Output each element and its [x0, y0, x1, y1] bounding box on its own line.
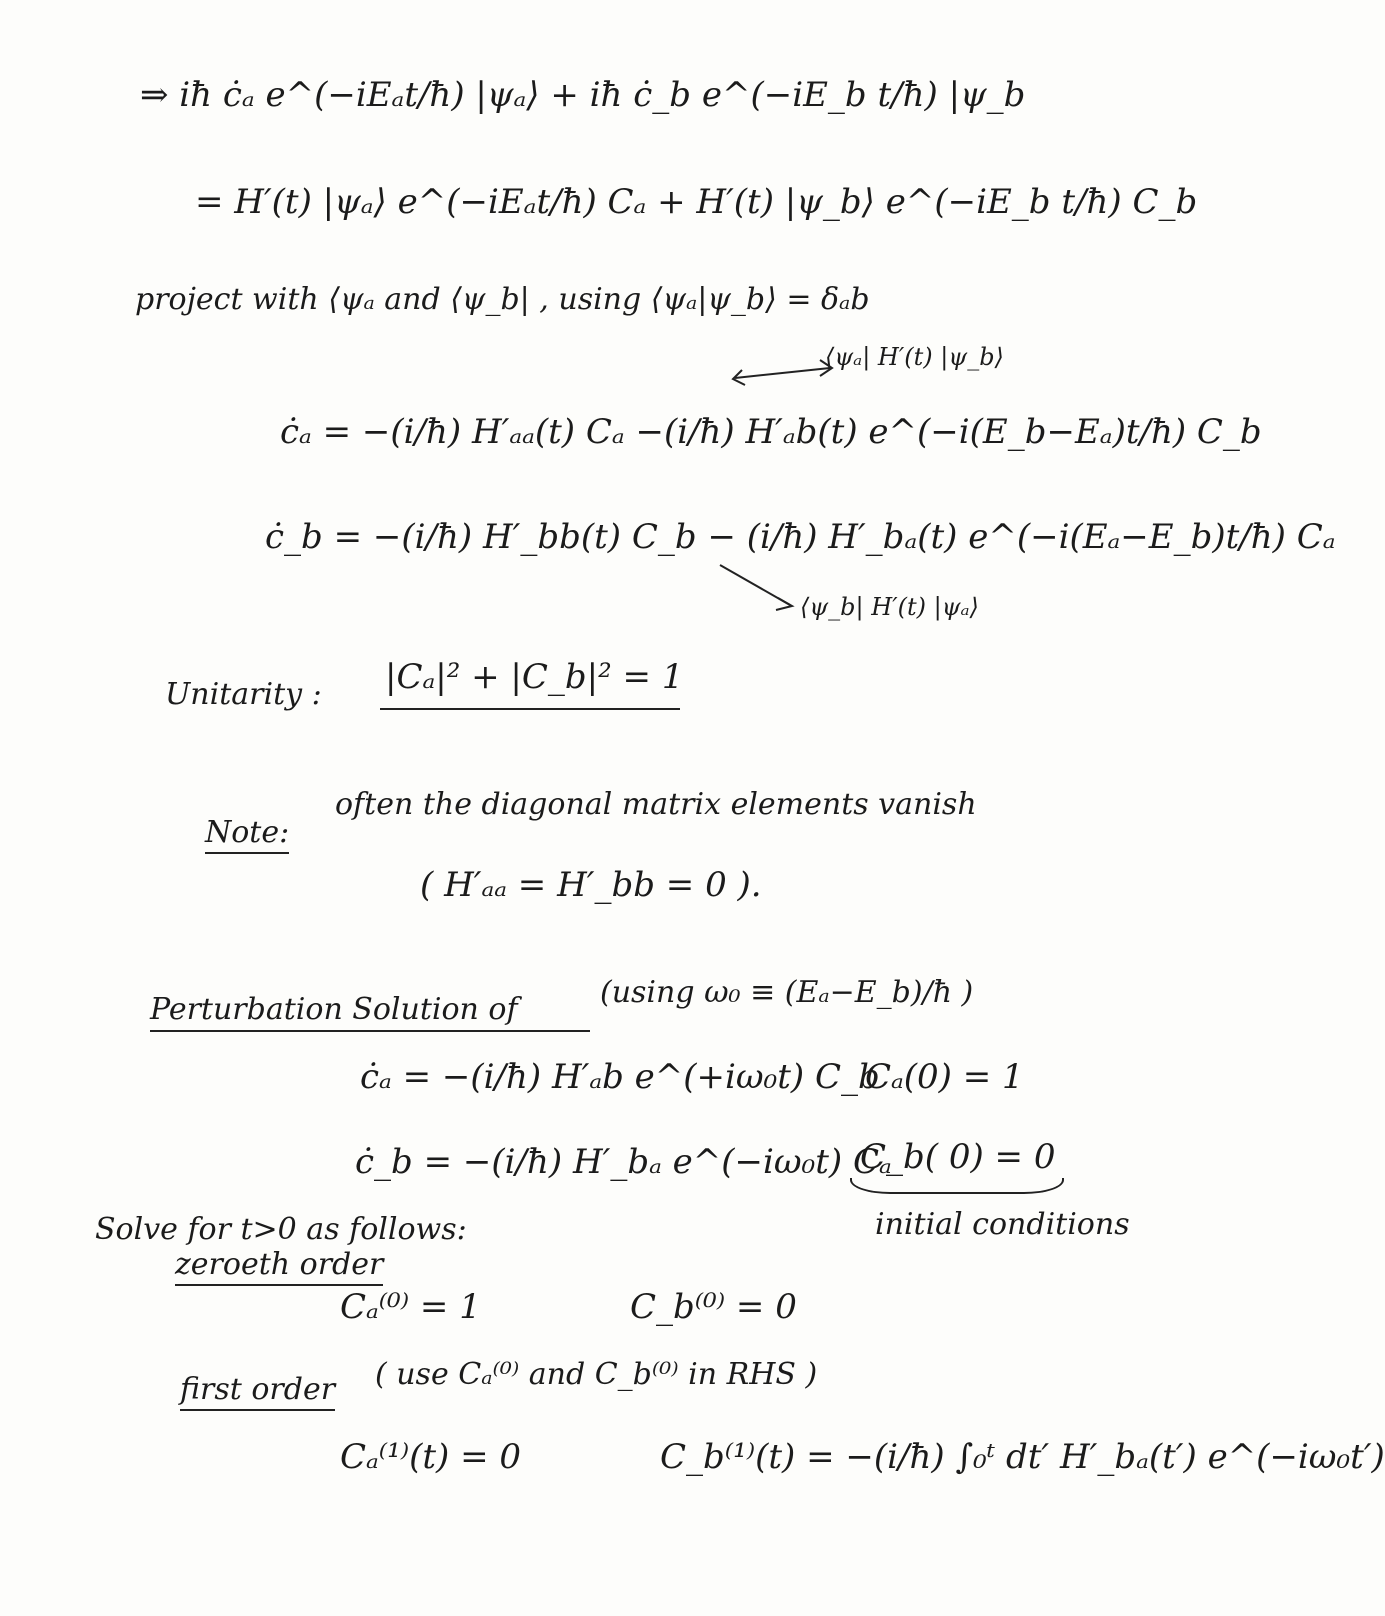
first-order-note: ( use Cₐ⁽⁰⁾ and C_b⁽⁰⁾ in RHS ) [375, 1357, 818, 1392]
unitarity-label: Unitarity : [165, 677, 322, 712]
unitarity-equation: |Cₐ|² + |C_b|² = 1 [385, 657, 684, 697]
perturbation-title: Perturbation Solution of [150, 992, 518, 1027]
note-equation: ( H′ₐₐ = H′_bb = 0 ). [420, 865, 762, 905]
line-project-instruction: project with ⟨ψₐ and ⟨ψ_b| , using ⟨ψₐ|ψ_b⟩ = δₐb [135, 282, 870, 317]
equation-cb-dot: ċ_b = −(i/ħ) H′_bb(t) C_b − (i/ħ) H′_bₐ(t) e^(−i(Eₐ−E_b)t/ħ) Cₐ [265, 517, 1336, 557]
unitarity-underline [380, 708, 680, 710]
zeroeth-order-ca: Cₐ⁽⁰⁾ = 1 [340, 1287, 481, 1327]
note-text: often the diagonal matrix elements vanish [335, 787, 977, 822]
first-order-cb: C_b⁽¹⁾(t) = −(i/ħ) ∫₀ᵗ dt′ H′_bₐ(t′) e^(−iω₀t′) [660, 1437, 1385, 1477]
line-time-derivative-expansion: ⇒ iħ ċₐ e^(−iEₐt/ħ) |ψₐ⟩ + iħ ċ_b e^(−iE_b t/ħ) |ψ_b [140, 75, 1026, 115]
perturbation-ca-equation: ċₐ = −(i/ħ) H′ₐb e^(+iω₀t) C_b [360, 1057, 880, 1097]
zeroeth-order-cb: C_b⁽⁰⁾ = 0 [630, 1287, 797, 1327]
matrix-element-ba-annotation: ⟨ψ_b| H′(t) |ψₐ⟩ [800, 593, 979, 621]
first-order-label: first order [180, 1375, 335, 1411]
initial-condition-ca: Cₐ(0) = 1 [865, 1057, 1024, 1097]
initial-conditions-brace [850, 1178, 1064, 1194]
initial-condition-cb: C_b( 0) = 0 [860, 1137, 1056, 1177]
perturbation-using: (using ω₀ ≡ (Eₐ−E_b)/ħ ) [600, 975, 974, 1010]
perturbation-cb-equation: ċ_b = −(i/ħ) H′_bₐ e^(−iω₀t) Cₐ [355, 1142, 892, 1182]
note-label: Note: [205, 818, 289, 854]
initial-conditions-label: initial conditions [875, 1207, 1130, 1242]
perturbation-underline [150, 1030, 590, 1032]
zeroeth-order-label: zeroeth order [175, 1250, 383, 1286]
line-hamiltonian-expansion: = H′(t) |ψₐ⟩ e^(−iEₐt/ħ) Cₐ + H′(t) |ψ_b⟩ e^(−iE_b t/ħ) C_b [195, 182, 1198, 222]
equation-ca-dot: ċₐ = −(i/ħ) H′ₐₐ(t) Cₐ −(i/ħ) H′ₐb(t) e^(−i(E_b−Eₐ)t/ħ) C_b [280, 412, 1262, 452]
solve-instruction: Solve for t>0 as follows: [95, 1212, 467, 1247]
matrix-element-ab-annotation: ⟨ψₐ| H′(t) |ψ_b⟩ [825, 343, 1004, 371]
first-order-ca: Cₐ⁽¹⁾(t) = 0 [340, 1437, 522, 1477]
